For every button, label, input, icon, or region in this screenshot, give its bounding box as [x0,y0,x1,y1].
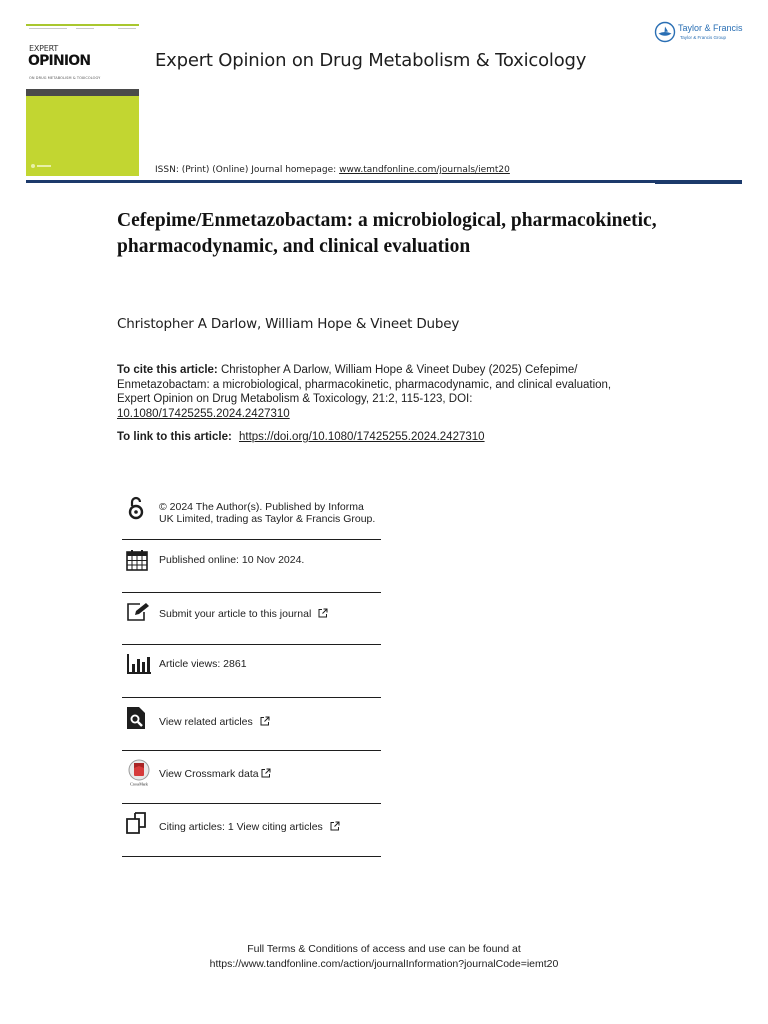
crossmark-row[interactable] [122,751,381,804]
article-doi-link[interactable]: https://doi.org/10.1080/17425255.2024.2427310 [239,431,485,443]
cover-top-line [26,24,139,26]
article-info-list [122,494,381,857]
taylor-francis-logo-icon [654,21,676,43]
header-divider-accent [655,183,742,184]
terms-footer [0,942,768,971]
publisher-logo[interactable] [654,21,743,47]
citation-doi-link[interactable]: 10.1080/17425255.2024.2427310 [117,408,290,421]
related-articles-link[interactable]: View related articles [159,716,253,728]
journal-title: Expert Opinion on Drug Metabolism & Toxicology [155,50,587,71]
cover-expert-text: EXPERT [29,44,59,53]
external-link-icon [260,716,270,726]
citing-documents-icon [126,812,150,834]
publisher-name: Taylor & Francis [678,23,743,33]
citation-label: To cite this article: [117,364,218,376]
external-link-icon [318,608,328,618]
citing-articles-link[interactable]: Citing articles: 1 View citing articles [159,821,323,833]
submit-article-link[interactable]: Submit your article to this journal [159,608,312,620]
terms-text: Full Terms & Conditions of access and use can be found at [247,943,521,955]
cover-green-panel [26,96,139,176]
crossmark-link[interactable]: View Crossmark data [159,768,259,780]
citation-text: Christopher A Darlow, William Hope & Vineet Dubey (2025) Cefepime/ Enmetazobactam: a microbiological, pharmacokinetic, pharmacodynamic, and clinical evaluation, Expert Opinion on Drug Metabolism & Toxicology, 21:2, 115-123, DOI: [117,364,612,406]
bar-chart-icon [126,653,152,675]
copyright-text: © 2024 The Author(s). Published by Informa UK Limited, trading as Taylor & Francis Group. [159,501,376,525]
cover-fine-print [76,28,94,29]
header-divider [26,180,742,183]
article-link-label: To link to this article: [117,431,235,443]
article-link-line [117,431,485,443]
document-search-icon [126,706,146,730]
views-row [122,645,381,698]
crossmark-badge-text: CrossMark [130,781,148,787]
cover-publisher-mark [31,164,35,168]
citing-row[interactable] [122,804,381,857]
open-access-icon [126,496,146,520]
row-divider [122,856,381,857]
issn-text: ISSN: (Print) (Online) Journal homepage: [155,165,340,175]
published-date: Published online: 10 Nov 2024. [159,554,305,566]
crossmark-icon [126,759,152,787]
citation-block [117,363,637,422]
issn-line [155,165,510,175]
cover-fine-print [29,28,67,29]
open-access-row [122,494,381,540]
cover-fine-print [118,28,136,29]
article-authors: Christopher A Darlow, William Hope & Vineet Dubey [117,316,460,332]
external-link-icon [330,821,340,831]
cover-publisher-mark [37,165,51,167]
published-row [122,540,381,593]
cover-subtitle: ON DRUG METABOLISM & TOXICOLOGY [29,76,101,80]
edit-icon [126,602,150,622]
external-link-icon [261,768,271,778]
cover-opinion-text: OPINION [28,53,91,69]
submit-row[interactable] [122,593,381,645]
related-row[interactable] [122,698,381,751]
terms-url[interactable]: https://www.tandfonline.com/action/journalInformation?journalCode=iemt20 [209,957,559,970]
journal-homepage-link[interactable]: www.tandfonline.com/journals/iemt20 [339,165,510,175]
article-views: Article views: 2861 [159,658,247,670]
article-title: Cefepime/Enmetazobactam: a microbiological, pharmacokinetic, pharmacodynamic, and clinical evaluation [117,210,657,257]
calendar-icon [126,549,148,571]
publisher-group: Taylor & Francis Group [680,35,727,40]
cover-dark-band [26,89,139,96]
journal-cover-image [26,24,139,176]
